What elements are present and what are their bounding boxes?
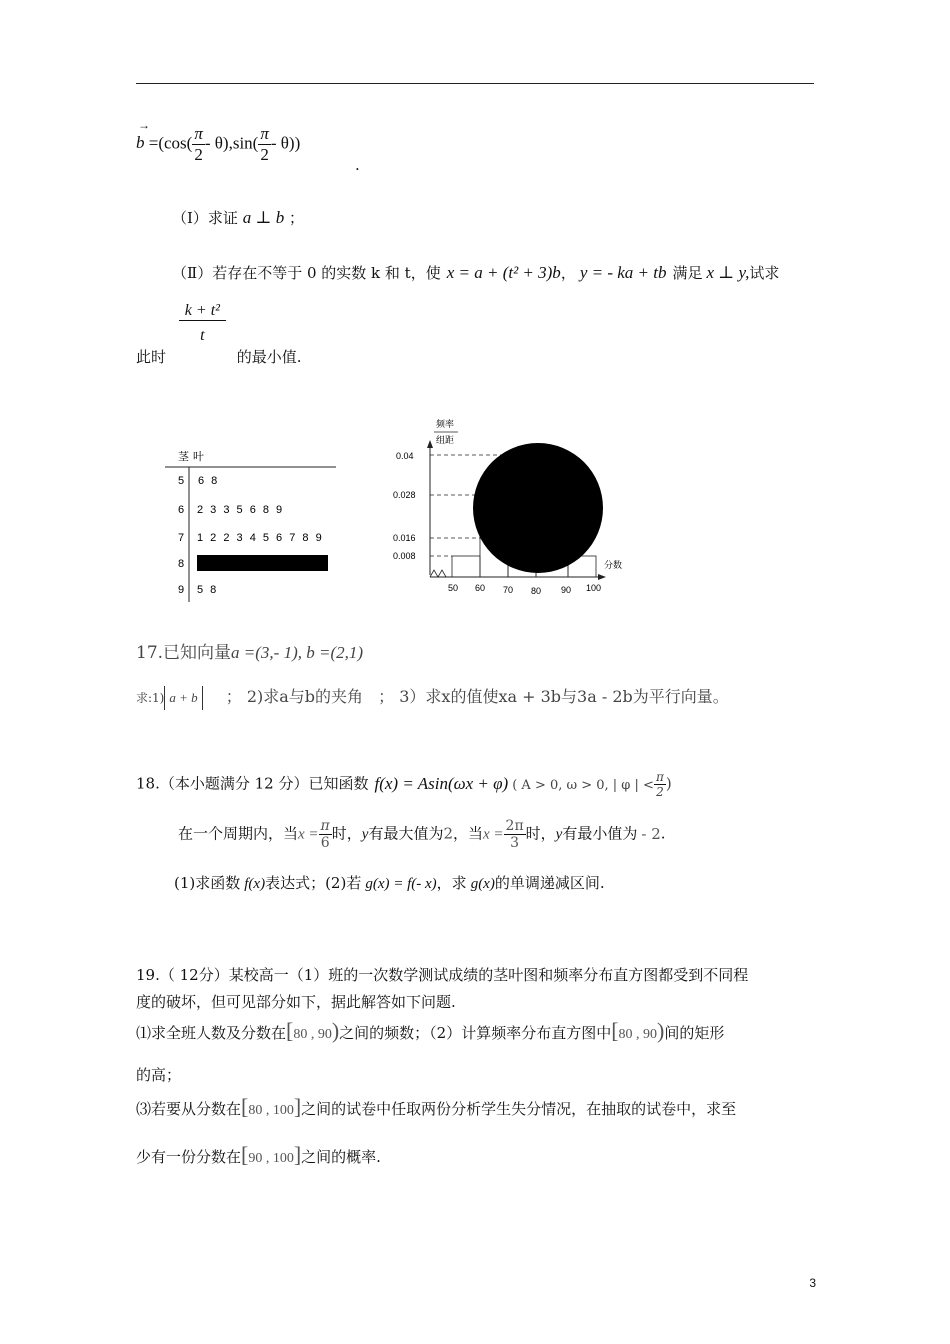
- leaves-6: 2 3 3 5 6 8 9: [197, 504, 285, 516]
- question-18: 18.（本小题满分 12 分）已知函数 f(x) = Asin(ωx + φ) ( A > 0, ω > 0, | φ | < $\frac{\pi}{2}$ ): [136, 770, 672, 799]
- pi-over-2-cond: $\frac{\pi}{2}$: [655, 770, 664, 799]
- ylabel-top: 频率: [436, 419, 455, 429]
- 2pi-over-3: $\frac{2\pi}{3}$: [505, 818, 524, 851]
- xtick-90: 90: [561, 585, 572, 595]
- header-rule: [136, 83, 814, 84]
- question-19-line2: 度的破坏，但可见部分如下，据此解答如下问题.: [136, 993, 456, 1011]
- stem-8: 8: [178, 558, 185, 570]
- question-17: 17.已知向量a =(3,- 1), b =(2,1): [136, 643, 364, 663]
- question-2: （Ⅱ）若存在不等于 0 的实数 k 和 t，使 x = a + (t² + 3)b， y = - ka + tb 满足 x ⊥ y,试求: [172, 263, 780, 282]
- question-1: （Ⅰ）求证 a ⊥ b ；: [172, 208, 305, 227]
- leaf-header: 叶: [193, 451, 204, 463]
- stem-7: 7: [178, 532, 185, 544]
- question-19-line5: ⑶若要从分数在[80 , 100]之间的试卷中任取两份分析学生失分情况，在抽取的试卷中，求至: [136, 1094, 737, 1119]
- stem-leaf-plot: [160, 440, 350, 610]
- ytick-0.028: 0.028: [393, 490, 416, 500]
- ytick-0.016: 0.016: [393, 533, 416, 543]
- stem-header: 茎: [178, 451, 189, 463]
- stem-6: 6: [178, 504, 185, 516]
- question-18-condition: 在一个周期内，当x = $\frac{\pi}{6}$ 时，y有最大值为2，当x = $\frac{2\pi}{3}$ 时，y有最小值为 - 2.: [178, 818, 666, 851]
- xlabel: 分数: [604, 560, 623, 570]
- stem-5: 5: [178, 475, 185, 487]
- question-19-line3: ⑴求全班人数及分数在[80 , 90)之间的频数；（2）计算频率分布直方图中[80 , 90)间的矩形: [136, 1018, 725, 1043]
- ytick-0.008: 0.008: [393, 551, 416, 561]
- pi-over-2: $\frac{\pi}{2}$: [194, 124, 203, 164]
- b-end: - θ)): [270, 133, 301, 153]
- xtick-60: 60: [475, 583, 486, 593]
- question-19-line4: 的高；: [136, 1066, 182, 1084]
- ylabel-bottom: 组距: [436, 435, 455, 445]
- vector-b-definition: b → =(cos( $\frac{\pi}{2}$ - θ),sin( $\frac{\pi}{2}$ - θ)): [136, 118, 301, 164]
- question-19-line6: 少有一份分数在[90 , 100]之间的概率.: [136, 1142, 381, 1167]
- xtick-80: 80: [531, 586, 542, 596]
- question-19-line1: 19.（ 12分）某校高一（1）班的一次数学测试成绩的茎叶图和频率分布直方图都受到不同程: [136, 966, 749, 984]
- ytick-0.04: 0.04: [396, 451, 414, 461]
- k-plus-t2-over-t: $\frac{\text{k + t²}}{t}$: [179, 302, 226, 345]
- damage-blot: [473, 443, 603, 573]
- frequency-histogram: [390, 410, 640, 600]
- leaves-7: 1 2 2 3 4 5 6 7 8 9: [197, 532, 324, 544]
- pi-over-6: $\frac{\pi}{6}$: [320, 818, 330, 851]
- damaged-leaves-8: [197, 555, 328, 571]
- bar-50-60: [452, 556, 480, 577]
- axis-break: [430, 570, 446, 577]
- b-mid: - θ),sin(: [204, 133, 259, 153]
- pi-over-2-b: $\frac{\pi}{2}$: [260, 124, 269, 164]
- page-number: 3: [809, 1276, 816, 1290]
- vector-b: b: [136, 133, 145, 153]
- question-2-fraction-line: 此时 $\frac{\text{k + t²}}{t}$ 的最小值.: [136, 302, 302, 366]
- leaves-5: 6 8: [198, 475, 220, 487]
- b-def-dot: .: [355, 156, 360, 174]
- question-18-parts: (1)求函数 f(x)表达式；(2)若 g(x) = f(- x)，求 g(x)的单调递减区间.: [174, 874, 605, 892]
- xtick-100: 100: [586, 583, 602, 593]
- xtick-50: 50: [448, 583, 459, 593]
- b-eq: =(cos(: [148, 133, 193, 153]
- question-17-parts: 求:1) a + b ； 2)求a与b的夹角 ； 3）求x的值使xa + 3b与3a - 2b为平行向量。: [136, 684, 729, 710]
- leaves-9: 5 8: [197, 584, 219, 596]
- xtick-70: 70: [503, 585, 514, 595]
- abs-a-plus-b: a + b: [164, 686, 202, 710]
- stem-9: 9: [178, 584, 185, 596]
